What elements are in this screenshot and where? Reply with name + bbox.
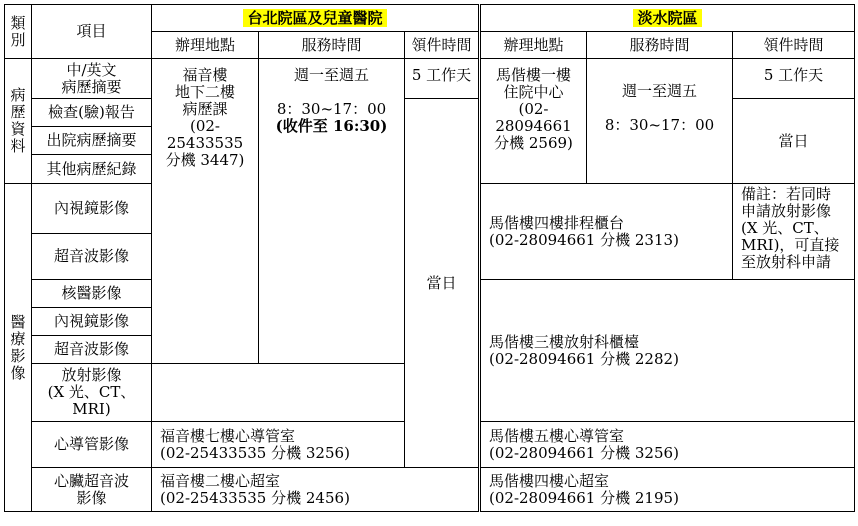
tamsui-col-location: 辦理地點 (480, 32, 587, 59)
taipei-col-location: 辦理地點 (152, 32, 259, 59)
imaging-category: 醫 療 影 像 (5, 184, 32, 512)
records-item: 出院病歷摘要 (32, 127, 152, 155)
taipei-col-pickup: 領件時間 (405, 32, 480, 59)
item-header: 項目 (32, 5, 152, 59)
taipei-hours-note: (收件至 16:30) (275, 117, 388, 135)
taipei-records-location: 福音樓 地下二樓 病歷課 (02-25433535 分機 3447) (152, 59, 259, 364)
category-header: 類 別 (5, 5, 32, 59)
imaging-item: 核醫影像 (32, 280, 152, 308)
records-category: 病 歷 資 料 (5, 59, 32, 184)
taipei-col-hours: 服務時間 (259, 32, 405, 59)
tamsui-imaging-note: 備註：若同時 申請放射影像 (X 光、CT、 MRI)，可直接 至放射科申請 (733, 184, 855, 280)
tamsui-imaging-radiology: 馬偕樓三樓放射科櫃檯 (02-28094661 分機 2282) (480, 280, 855, 422)
tamsui-title: 淡水院區 (633, 9, 701, 27)
tamsui-records-pickup-other: 當日 (733, 99, 855, 184)
imaging-item: 超音波影像 (32, 336, 152, 364)
taipei-records-pickup: 5 工作天 (405, 59, 480, 99)
imaging-item: 心臟超音波 影像 (32, 468, 152, 512)
taipei-title: 台北院區及兒童醫院 (243, 9, 386, 27)
taipei-hours-text: 週一至週五 8：30~17：00 (276, 66, 387, 118)
imaging-item: 超音波影像 (32, 234, 152, 280)
tamsui-echo-room: 馬偕樓四樓心超室 (02-28094661 分機 2195) (480, 468, 855, 512)
taipei-records-hours (259, 59, 405, 364)
taipei-cath-lab: 福音樓七樓心導管室 (02-25433535 分機 3256) (152, 422, 480, 468)
tamsui-title-cell (480, 5, 855, 32)
taipei-echo-room: 福音樓二樓心超室 (02-25433535 分機 2456) (152, 468, 480, 512)
tamsui-records-location: 馬偕樓一樓 住院中心 (02-28094661 分機 2569) (480, 59, 587, 184)
tamsui-cath-lab: 馬偕樓五樓心導管室 (02-28094661 分機 3256) (480, 422, 855, 468)
imaging-item: 內視鏡影像 (32, 184, 152, 234)
records-item: 檢查(驗)報告 (32, 99, 152, 127)
imaging-item: 放射影像 (X 光、CT、 MRI) (32, 364, 152, 422)
tamsui-records-pickup-summary: 5 工作天 (733, 59, 855, 99)
records-item: 其他病歷紀錄 (32, 155, 152, 184)
records-item: 中/英文 病歷摘要 (32, 59, 152, 99)
tamsui-col-hours: 服務時間 (587, 32, 733, 59)
imaging-item: 心導管影像 (32, 422, 152, 468)
tamsui-records-hours: 週一至週五 8：30~17：00 (587, 59, 733, 184)
tamsui-imaging-schedule: 馬偕樓四樓排程櫃台 (02-28094661 分機 2313) (480, 184, 733, 280)
imaging-item: 內視鏡影像 (32, 308, 152, 336)
taipei-title-cell (152, 5, 480, 32)
tamsui-col-pickup: 領件時間 (733, 32, 855, 59)
service-table (4, 4, 855, 512)
taipei-imaging-pickup: 當日 (405, 99, 480, 468)
